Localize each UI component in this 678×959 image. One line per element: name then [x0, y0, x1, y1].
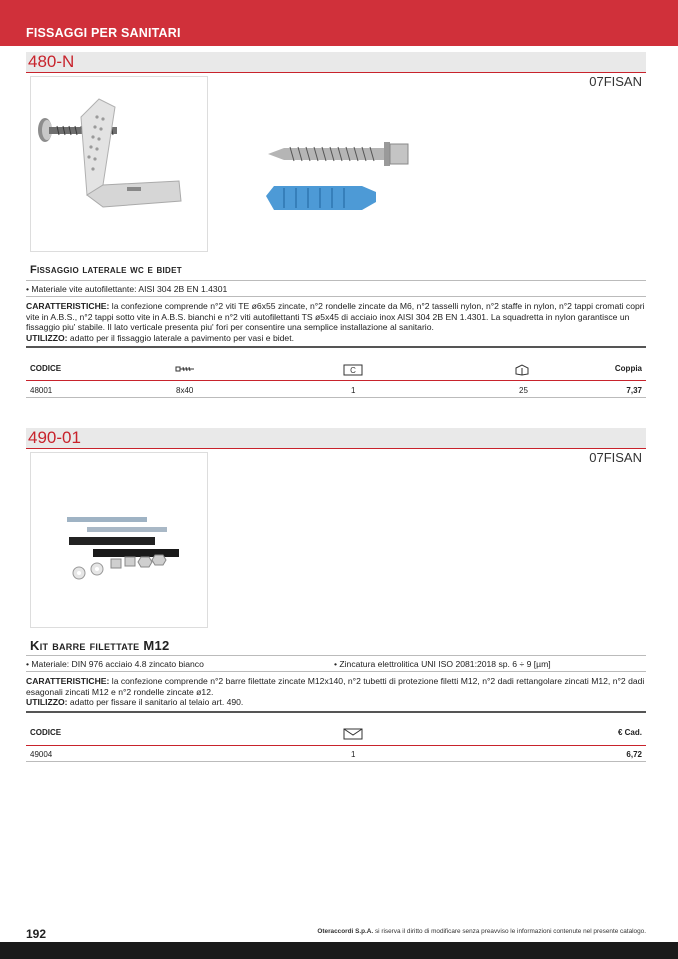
column-header-price: Coppia: [614, 364, 642, 373]
characteristics-text: la confezione comprende n°2 viti TE ø6x55 zincate, n°2 rondelle zincate da M6, n°2 tasselli nylon, n°2 staffe in nylon, n°2 tappi cromati copri vite in A.B.S., n°2 tappi sotto vite in A.B.S. bianchi e n°2 viti autofilettanti TS ø5x45 di acciaio inox AISI 304 2B EN 1.4301. La squadretta in nylon garantisce un fissaggio piu' stabile. Il lato verticale presenta piu' fori per consentire una semplice installazione al sanitario.: [26, 301, 645, 333]
category-title: FISSAGGI PER SANITARI: [26, 26, 181, 40]
table-cell-package: 25: [519, 386, 528, 395]
product-title: Fissaggio laterale wc e bidet: [30, 264, 182, 276]
product-description: [26, 301, 646, 343]
usage-text: adatto per fissare il sanitario al telaio art. 490.: [67, 697, 244, 708]
table-cell-code: 49004: [30, 750, 53, 759]
code-underline: [26, 448, 646, 449]
brand-code: 07FISAN: [589, 74, 642, 89]
product-code: 480-N: [28, 52, 75, 71]
column-header-code: CODICE: [30, 364, 62, 373]
table-row-rule: [26, 761, 646, 762]
brand-code: 07FISAN: [589, 450, 642, 465]
package-quantity-icon: [514, 364, 530, 376]
divider: [26, 655, 646, 656]
table-cell-size: 8x40: [176, 386, 194, 395]
envelope-quantity-icon: [343, 728, 363, 740]
product-code-band: [26, 52, 646, 72]
footer-bar: [0, 942, 678, 959]
side-bracket-icon: [31, 77, 208, 252]
characteristics-text: la confezione comprende n°2 barre filettate zincate M12x140, n°2 tubetti di protezione filetti M12, n°2 dadi rettangolare zincati M12, n°2 dadi esagonali zincati M12 e n°2 rondelle zincate ø12.: [26, 676, 645, 697]
table-top-rule: [26, 346, 646, 348]
table-top-rule: [26, 711, 646, 713]
disclaimer-text: si riserva il diritto di modificare senza preavviso le informazioni contenute nel presente catalogo.: [373, 928, 646, 935]
product-code-band: [26, 428, 646, 448]
product-photo: [30, 452, 208, 628]
page-number: 192: [26, 927, 47, 941]
usage-label: UTILIZZO:: [26, 332, 68, 343]
code-underline: [26, 72, 646, 73]
material-spec: • Materiale: DIN 976 acciaio 4.8 zincato bianco: [26, 659, 204, 669]
usage-text: adatto per il fissaggio laterale a pavimento per vasi e bidet.: [67, 332, 294, 343]
svg-text:C: C: [350, 366, 356, 375]
characteristics-label: CARATTERISTICHE:: [26, 301, 110, 311]
column-header-code: CODICE: [30, 728, 62, 737]
column-header-price: € Cad.: [617, 728, 642, 737]
characteristics-label: CARATTERISTICHE:: [26, 676, 110, 686]
header-bar: [0, 0, 678, 46]
screw-size-icon: [175, 364, 195, 374]
table-cell-code: 48001: [30, 386, 53, 395]
product-title: Kit barre filettate M12: [30, 638, 170, 653]
table-row-rule: [26, 397, 646, 398]
table-header-rule: [26, 380, 646, 381]
company-name: Oteraccordi S.p.A.: [317, 928, 374, 935]
product-description: [26, 676, 646, 708]
threaded-bar-kit-icon: [31, 453, 208, 628]
footer-disclaimer: [317, 928, 646, 935]
table-cell-price: 6,72: [626, 750, 642, 759]
product-code: 490-01: [28, 428, 81, 447]
table-header-rule: [26, 745, 646, 746]
divider: [26, 296, 646, 297]
screw-and-plug-icon: [264, 134, 414, 224]
divider: [26, 671, 646, 672]
usage-label: UTILIZZO:: [26, 697, 68, 708]
box-quantity-icon: [343, 364, 363, 376]
material-spec: • Materiale vite autofilettante: AISI 304 2B EN 1.4301: [26, 284, 228, 294]
table-cell-price: 7,37: [626, 386, 642, 395]
table-cell-box: 1: [351, 386, 356, 395]
divider: [26, 280, 646, 281]
product-photo: [30, 76, 208, 252]
material-spec: • Zincatura elettrolitica UNI ISO 2081:2018 sp. 6 ÷ 9 [µm]: [334, 659, 551, 669]
table-cell-box: 1: [351, 750, 356, 759]
